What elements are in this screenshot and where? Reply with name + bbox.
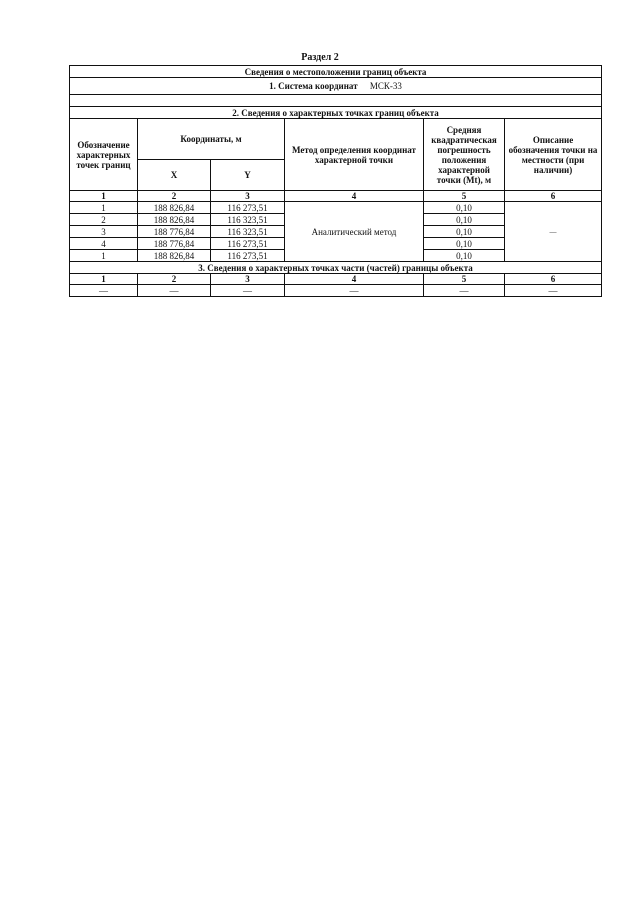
table-row	[70, 285, 602, 297]
col-number: 6	[505, 274, 602, 285]
y-cell: 116 323,51	[211, 226, 285, 238]
error-cell: 0,10	[424, 238, 505, 250]
spacer-row	[70, 95, 602, 107]
dash-cell: —	[211, 285, 285, 297]
col-number: 3	[211, 191, 285, 202]
section-label: Раздел 2	[301, 52, 339, 63]
point-cell: 2	[70, 214, 138, 226]
boundary-table	[69, 65, 602, 297]
dash-cell: —	[505, 285, 602, 297]
header-description: Описание обозначения точки на местности (при наличии)	[505, 119, 602, 191]
col-number: 6	[505, 191, 602, 202]
x-cell: 188 826,84	[138, 214, 211, 226]
col-number: 5	[424, 274, 505, 285]
y-cell: 116 273,51	[211, 238, 285, 250]
method-cell: Аналитический метод	[285, 202, 424, 262]
coord-system-value: МСК-33	[369, 81, 402, 91]
point-cell: 3	[70, 226, 138, 238]
point-cell: 4	[70, 238, 138, 250]
error-cell: 0,10	[424, 202, 505, 214]
coord-system-label: 1. Система координат	[269, 81, 358, 91]
col-number: 1	[70, 191, 138, 202]
description-cell: —	[505, 202, 602, 262]
header-y: Y	[211, 160, 285, 191]
col-number: 1	[70, 274, 138, 285]
header-x: X	[138, 160, 211, 191]
col-number: 2	[138, 191, 211, 202]
y-cell: 116 323,51	[211, 214, 285, 226]
main-title: Сведения о местоположении границ объекта	[70, 66, 602, 78]
x-cell: 188 776,84	[138, 238, 211, 250]
header-point: Обозначение характерных точек границ	[70, 119, 138, 191]
dash-cell: —	[138, 285, 211, 297]
x-cell: 188 776,84	[138, 226, 211, 238]
header-method: Метод определения координат характерной точки	[285, 119, 424, 191]
dash-cell: —	[424, 285, 505, 297]
error-cell: 0,10	[424, 214, 505, 226]
col-number: 5	[424, 191, 505, 202]
y-cell: 116 273,51	[211, 250, 285, 262]
col-number: 4	[285, 191, 424, 202]
coord-system-cell	[70, 78, 602, 95]
col-number: 4	[285, 274, 424, 285]
header-coords: Координаты, м	[138, 119, 285, 160]
x-cell: 188 826,84	[138, 250, 211, 262]
y-cell: 116 273,51	[211, 202, 285, 214]
error-cell: 0,10	[424, 226, 505, 238]
section2-title: 2. Сведения о характерных точках границ объекта	[70, 107, 602, 119]
dash-cell: —	[70, 285, 138, 297]
col-number: 3	[211, 274, 285, 285]
error-cell: 0,10	[424, 250, 505, 262]
dash-cell: —	[285, 285, 424, 297]
header-error: Средняя квадратическая погрешность положения характерной точки (Mt), м	[424, 119, 505, 191]
table-row	[70, 202, 602, 214]
point-cell: 1	[70, 250, 138, 262]
col-number: 2	[138, 274, 211, 285]
point-cell: 1	[70, 202, 138, 214]
section3-title: 3. Сведения о характерных точках части (частей) границы объекта	[70, 262, 602, 274]
x-cell: 188 826,84	[138, 202, 211, 214]
